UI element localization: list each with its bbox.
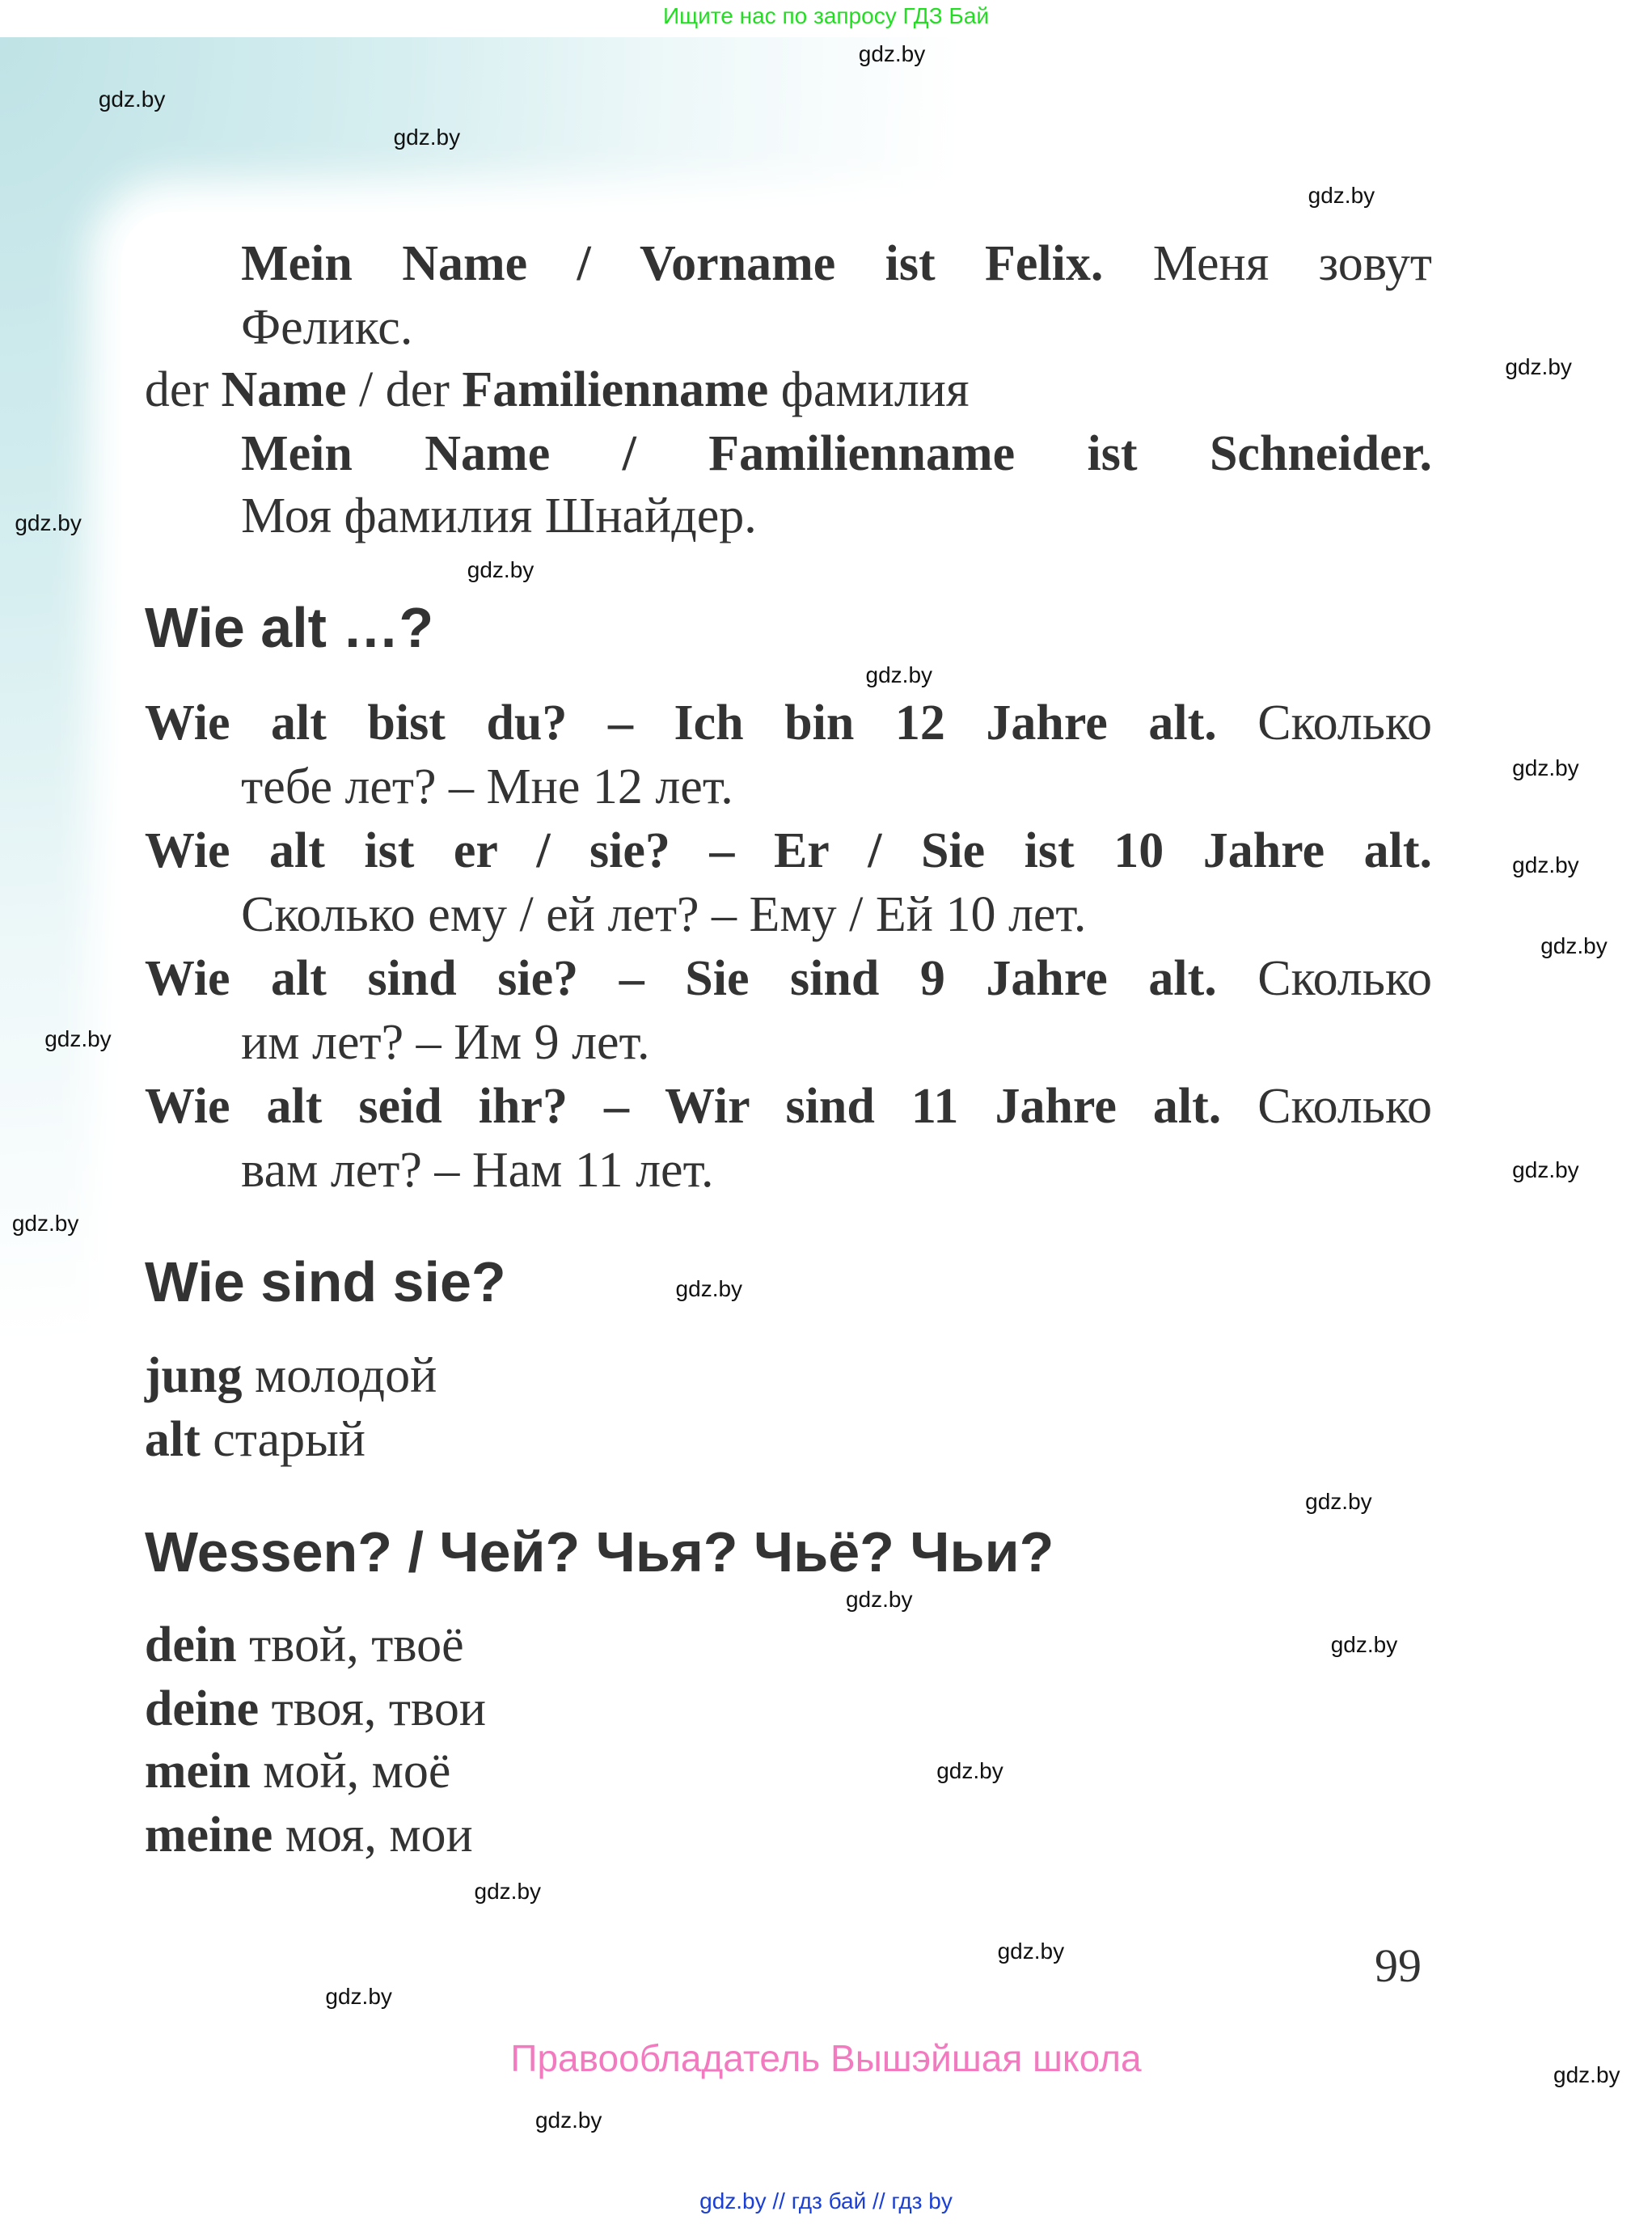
translation: Моя фамилия Шнайдер. [241, 488, 757, 544]
watermark: gdz.by [98, 86, 166, 112]
german-term: jung [144, 1347, 243, 1403]
watermark: gdz.by [11, 1211, 79, 1237]
watermark: gdz.by [534, 2107, 602, 2133]
text-line [145, 362, 970, 418]
watermark: gdz.by [393, 125, 461, 150]
text-line [241, 1142, 713, 1199]
translation: молодой [242, 1347, 437, 1403]
text-line [241, 425, 1432, 482]
german-term: Wie alt seid ihr? – Wir sind 11 Jahre alt. [144, 1078, 1222, 1134]
translation: Сколько [1216, 696, 1432, 751]
translation: Сколько ему / ей лет? – Ему / Ей 10 лет. [241, 887, 1087, 943]
german-term: Wie alt sind sie? – Sie sind 9 Jahre alt. [144, 950, 1217, 1006]
text-line [145, 695, 1432, 751]
german-term: Wie alt ist er / sie? – Er / Sie ist 10 Jahre alt. [144, 823, 1432, 879]
translation: фамилия [768, 362, 970, 418]
text-line [145, 1681, 486, 1737]
watermark: gdz.by [467, 556, 534, 582]
copyright-notice: Правообладатель Вышэйшая школа [510, 2037, 1142, 2079]
footer-links[interactable]: gdz.by // гдз бай // гдз by [699, 2188, 953, 2213]
translation: твоя, твои [259, 1681, 487, 1737]
heading-wessen: Wessen? / Чей? Чья? Чьё? Чьи? [145, 1520, 1054, 1583]
watermark: gdz.by [1512, 852, 1579, 877]
german-term: Familienname [462, 362, 769, 418]
watermark: gdz.by [1512, 755, 1579, 781]
text-line [145, 1078, 1432, 1135]
heading-wie-alt: Wie alt …? [145, 596, 434, 659]
german-term: Mein Name / Vorname ist Felix. [241, 236, 1104, 292]
text-line [145, 1617, 464, 1673]
watermark: gdz.by [325, 1984, 392, 2010]
german-term: deine [144, 1681, 260, 1737]
german-term: alt [144, 1411, 201, 1467]
german-term: dein [144, 1617, 237, 1673]
translation: Сколько [1216, 950, 1432, 1006]
translation: им лет? – Им 9 лет. [241, 1014, 650, 1070]
text-line [241, 1014, 649, 1071]
watermark: gdz.by [675, 1276, 743, 1302]
translation: твой, твоё [236, 1617, 464, 1673]
translation: мой, моё [250, 1744, 451, 1799]
watermark: gdz.by [474, 1879, 542, 1905]
watermark: gdz.by [1305, 1489, 1372, 1515]
heading-wie-sind-sie: Wie sind sie? [145, 1250, 506, 1313]
translation: вам лет? – Нам 11 лет. [241, 1142, 714, 1198]
watermark: gdz.by [1512, 1156, 1579, 1182]
watermark: gdz.by [936, 1758, 1003, 1784]
translation: / der [346, 362, 463, 418]
translation: der [144, 362, 222, 418]
german-term: mein [144, 1744, 251, 1799]
german-term: meine [144, 1808, 273, 1863]
text-line [145, 950, 1432, 1007]
watermark: gdz.by [1330, 1632, 1398, 1658]
text-line [145, 1743, 451, 1799]
translation: Меня зовут [1103, 236, 1432, 292]
watermark: gdz.by [15, 510, 82, 536]
watermark: gdz.by [1540, 932, 1608, 958]
watermark: gdz.by [1308, 182, 1375, 208]
watermark: gdz.by [858, 40, 926, 66]
text-line [145, 822, 1432, 879]
german-term: Mein Name / Familienname ist Schneider. [241, 426, 1432, 482]
page-number: 99 [1375, 1939, 1422, 1992]
text-line [241, 488, 757, 544]
watermark: gdz.by [997, 1938, 1065, 1964]
watermark: gdz.by [44, 1026, 112, 1052]
german-term: Wie alt bist du? – Ich bin 12 Jahre alt. [144, 696, 1217, 751]
watermark: gdz.by [1505, 354, 1572, 380]
text-line [241, 235, 1432, 292]
watermark: gdz.by [1553, 2061, 1620, 2087]
text-line [145, 1347, 437, 1404]
text-line [241, 299, 412, 356]
translation: моя, мои [273, 1808, 473, 1863]
text-line [145, 1807, 473, 1863]
watermark: gdz.by [865, 662, 933, 687]
translation: Феликс. [241, 300, 413, 356]
translation: Сколько [1221, 1078, 1432, 1134]
text-line [145, 1411, 365, 1468]
translation: тебе лет? – Мне 12 лет. [241, 759, 733, 815]
text-line [241, 886, 1086, 943]
german-term: Name [221, 362, 347, 418]
text-line [241, 759, 733, 815]
watermark: gdz.by [845, 1587, 913, 1613]
translation: старый [200, 1411, 365, 1467]
top-banner: Ищите нас по запросу ГДЗ Бай [0, 0, 1652, 37]
